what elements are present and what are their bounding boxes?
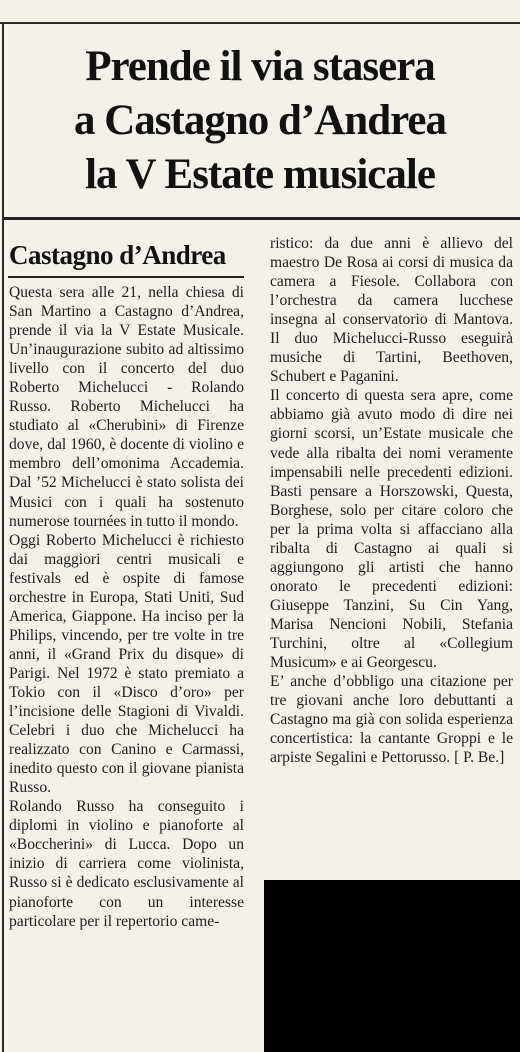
headline-line-1: Prende il via stasera	[85, 43, 435, 90]
headline-line-3: la V Estate musicale	[85, 151, 435, 198]
kicker-underline	[8, 276, 244, 278]
article-headline	[0, 40, 520, 202]
paragraph: Questa sera alle 21, nella chiesa di San Martino a Castagno d’Andrea, prende il via la V Estate Musicale. Un’inaugurazione subito ad altissimo livello con il concerto del duo Roberto Michelucci - Rolando Russo. Roberto Michelucci ha studiato al «Cherubini» di Firenze dove, dal 1960, è docente di violino e membro dell’omonima Accademia. Dal ’52 Michelucci è stato solista dei Musici con i quali ha sostenuto numerose tournées in tutto il mondo.	[9, 284, 244, 530]
article-column-right	[270, 234, 513, 767]
paragraph: Rolando Russo ha conseguito i diplomi in violino e pianoforte al «Boccherini» di Lucca. Dopo un inizio di carriera come violinista, Russo si è dedicato esclusivamente al pianoforte con un interesse particolare per il repertorio came-	[9, 798, 244, 930]
paragraph: Oggi Roberto Michelucci è richiesto dai maggiori centri musicali e festivals ed è ospite di famose orchestre in Europa, Stati Uniti, Sud America, Giappone. Ha inciso per la Philips, vincendo, per tre volte in tre anni, il «Grand Prix du disque» di Parigi. Nel 1972 è stato premiato a Tokio con il «Disco d’oro» per l’incisione delle Stagioni di Vivaldi. Celebri i duo che Michelucci ha realizzato con Canino e Carmassi, inedito questo con il giovane pianista Russo.	[9, 531, 244, 797]
article-column-left	[9, 283, 244, 931]
paragraph: E’ anche d’obbligo una citazione per tre giovani anche loro debuttanti a Castagno ma già con solida esperienza concertistica: la cantante Groppi e le arpiste Segalini e Pettorusso. [ P. Be.]	[270, 673, 513, 767]
headline-divider	[4, 217, 520, 220]
paragraph: ristico: da due anni è allievo del maestro De Rosa ai corsi di musica da camera a Fiesole. Collabora con l’orchestra da camera lucchese insegna al conservatorio di Mantova. Il duo Michelucci-Russo eseguirà musiche di Tartini, Beethoven, Schubert e Paganini.	[270, 235, 513, 386]
headline-line-2: a Castagno d’Andrea	[73, 97, 447, 144]
location-kicker: Castagno d’Andrea	[9, 240, 226, 270]
paragraph: Il concerto di questa sera apre, come abbiamo già avuto modo di dire nei giorni scorsi, un’Estate musicale che vede alla ribalta dei nomi veramente impensabili nelle precedenti edizioni. Basti pensare a Horszowski, Questa, Borghese, solo per citare coloro che per la prima volta si affacciano alla ribalta di Castagno ai quali si aggiungono gli artisti che hanno onorato le precedenti edizioni: Giuseppe Tanzini, Su Cin Yang, Marisa Nencioni Nobili, Stefania Turchini, oltre al «Collegium Musicum» e ai Georgescu.	[270, 387, 513, 672]
black-block	[264, 880, 520, 1052]
top-border-rule	[0, 22, 520, 24]
